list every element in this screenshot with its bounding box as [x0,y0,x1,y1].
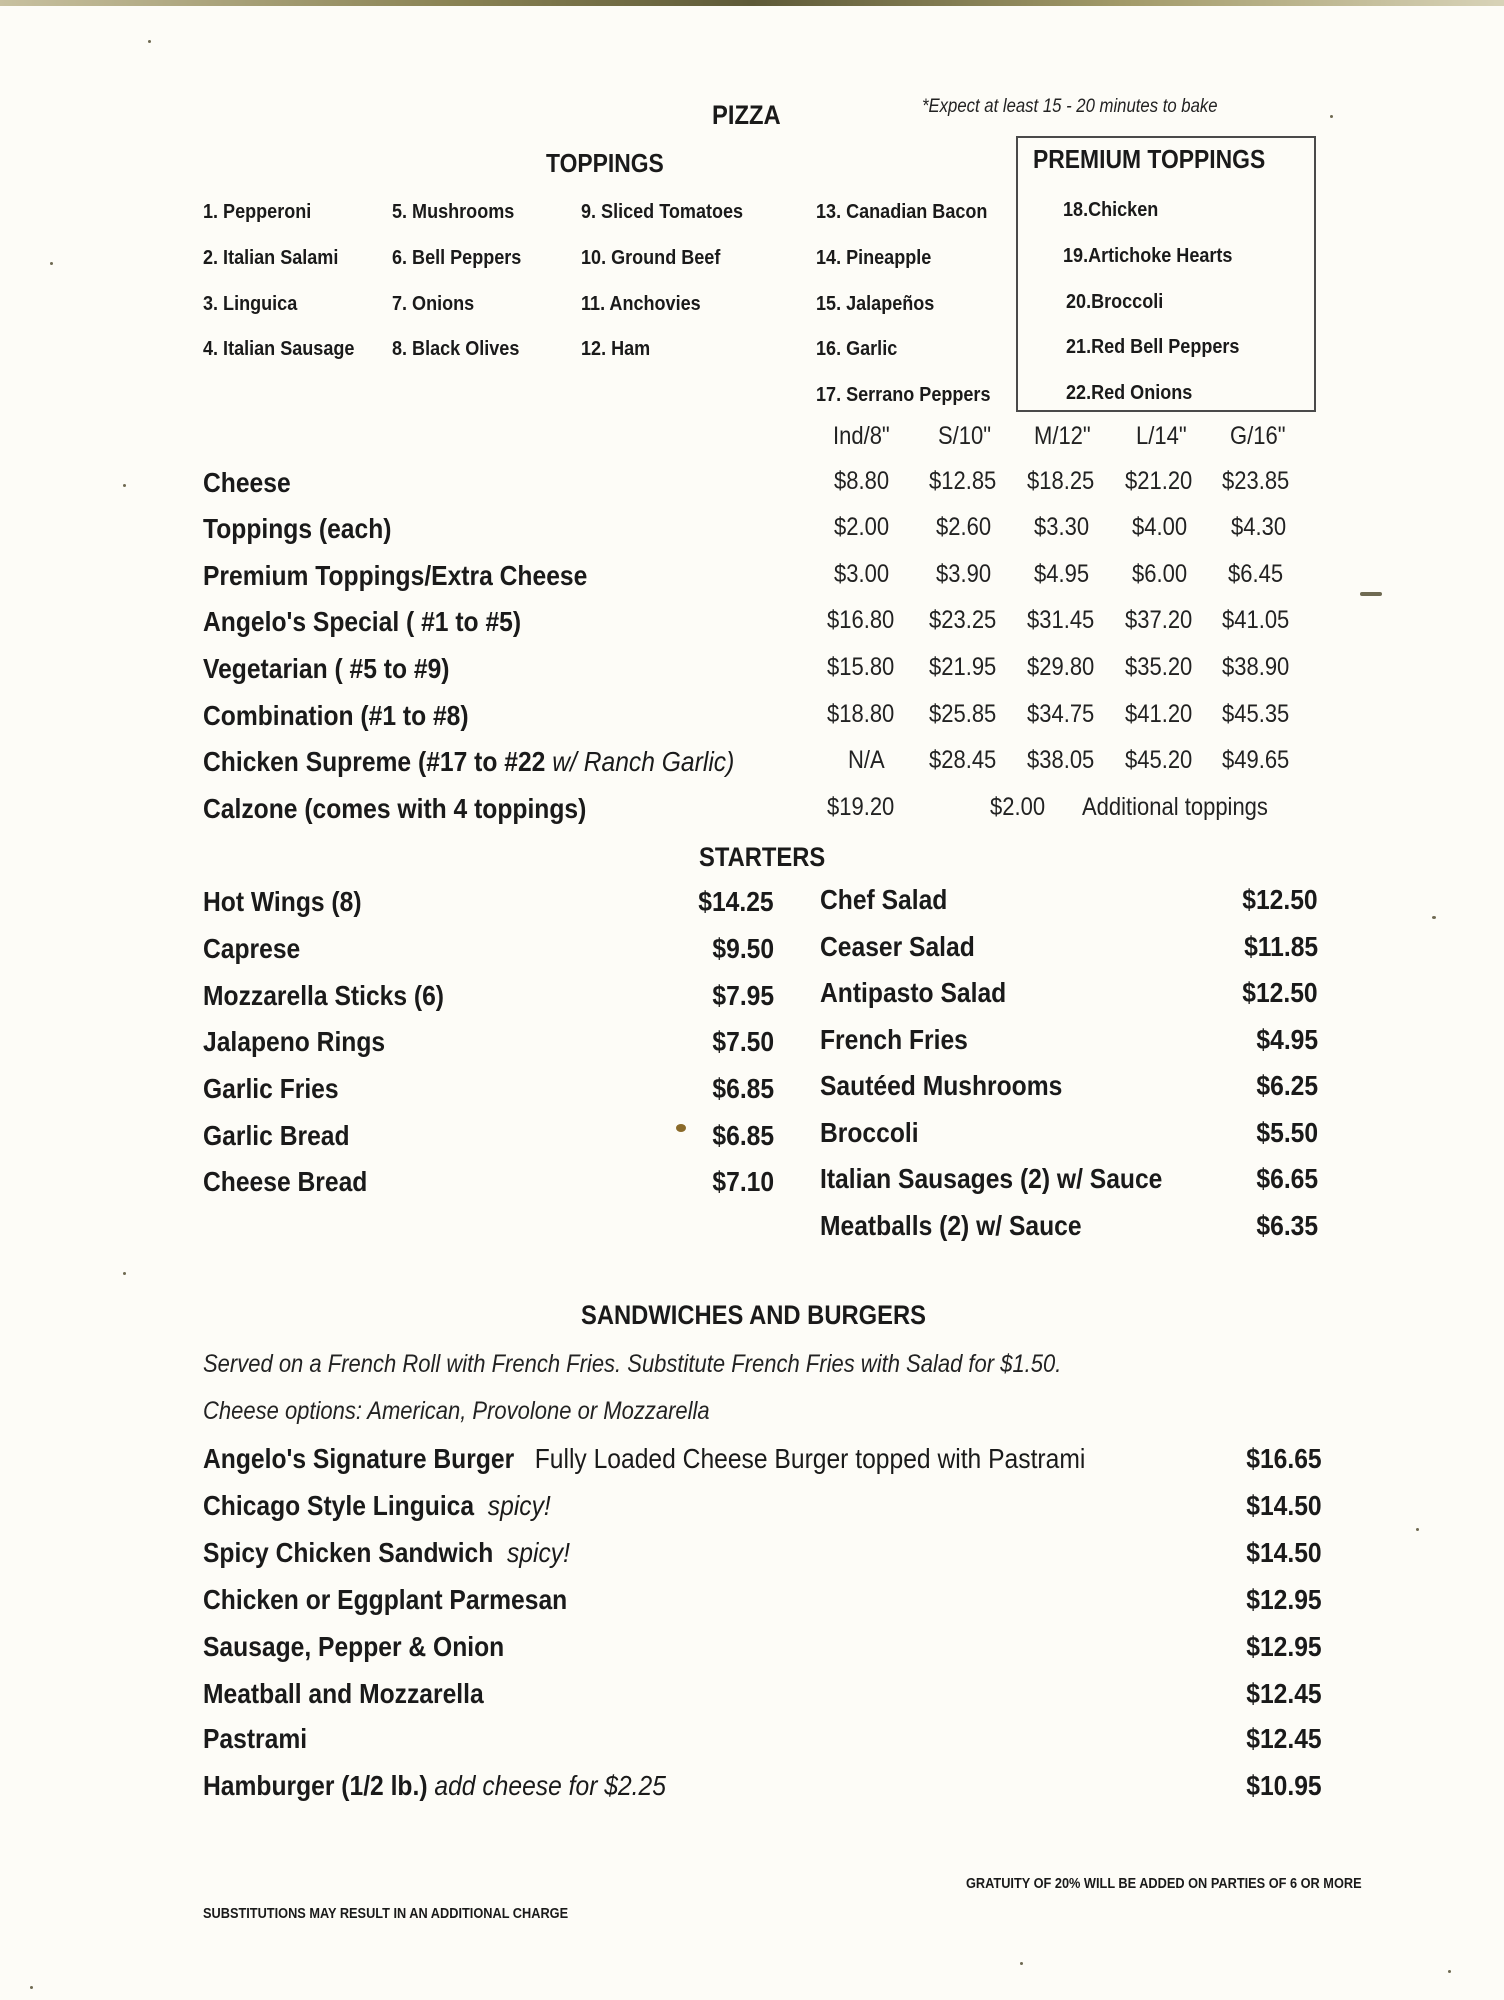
starter-name: Ceaser Salad [820,931,975,962]
price-cell: $6.45 [1228,560,1284,588]
topping-item: 4. Italian Sausage [203,337,355,360]
starters-heading: STARTERS [699,842,826,872]
starter-name: Chef Salad [820,884,948,915]
price-cell: $6.00 [1132,560,1188,588]
paper-speck [1330,115,1333,118]
sandwich-name: Meatball and Mozzarella [203,1678,484,1709]
price-cell: $45.35 [1222,700,1290,728]
price-cell: $3.00 [834,560,890,588]
price-cell: $4.30 [1231,513,1287,541]
price-cell: $25.85 [929,700,997,728]
price-cell: $23.85 [1222,467,1290,495]
starter-name: Italian Sausages (2) w/ Sauce [820,1163,1163,1194]
size-header: G/16" [1230,422,1286,450]
price-cell: $18.80 [827,700,895,728]
premium-topping-item: 18.Chicken [1063,198,1159,221]
paper-speck [676,1124,686,1132]
pizza-row-name: Toppings (each) [203,513,392,544]
calzone-additional-label: Additional toppings [1082,793,1268,821]
topping-item: 14. Pineapple [816,246,932,269]
paper-speck [1020,1962,1023,1965]
pizza-heading: PIZZA [712,100,781,130]
topping-item: 2. Italian Salami [203,246,339,269]
topping-item: 7. Onions [392,292,475,315]
pizza-row-note: w/ Ranch Garlic) [552,746,735,777]
starter-price: $11.85 [1243,931,1318,962]
cheese-options-note: Cheese options: American, Provolone or Mozzarella [203,1397,710,1425]
starter-name: Mozzarella Sticks (6) [203,980,445,1011]
sandwich-price: $14.50 [1246,1490,1322,1521]
toppings-heading: TOPPINGS [546,148,664,178]
price-cell: $21.20 [1125,467,1193,495]
starter-price: $6.85 [712,1120,774,1151]
calzone-additional-price: $2.00 [990,793,1046,821]
topping-item: 15. Jalapeños [816,292,935,315]
starter-name: Jalapeno Rings [203,1026,386,1057]
price-cell: $4.00 [1132,513,1188,541]
size-header: M/12" [1034,422,1091,450]
price-cell: $23.25 [929,606,997,634]
starter-name: Antipasto Salad [820,977,1007,1008]
price-cell: $38.05 [1027,746,1095,774]
starter-price: $6.25 [1256,1070,1318,1101]
pizza-row-name: Chicken Supreme (#17 to #22 w/ Ranch Garlic) [203,746,735,777]
starter-price: $7.50 [712,1026,774,1057]
calzone-price: $19.20 [827,793,895,821]
price-cell: $8.80 [834,467,890,495]
sandwich-name: Chicken or Eggplant Parmesan [203,1584,568,1615]
paper-speck [50,262,53,265]
price-cell: $3.30 [1034,513,1090,541]
bake-time-note: *Expect at least 15 - 20 minutes to bake [922,96,1218,117]
size-header: L/14" [1136,422,1187,450]
paper-speck [1448,1970,1451,1973]
topping-item: 16. Garlic [816,337,898,360]
price-cell: $31.45 [1027,606,1095,634]
topping-item: 17. Serrano Peppers [816,383,991,406]
starter-name: French Fries [820,1024,968,1055]
premium-toppings-box [1016,136,1316,412]
price-cell: $41.20 [1125,700,1193,728]
price-cell: $34.75 [1027,700,1095,728]
topping-item: 11. Anchovies [581,292,701,315]
paper-speck [148,40,151,43]
price-cell: $3.90 [936,560,992,588]
price-cell: $16.80 [827,606,895,634]
sandwich-note: spicy! [487,1490,551,1521]
sandwiches-heading: SANDWICHES AND BURGERS [581,1300,926,1330]
premium-topping-item: 20.Broccoli [1066,290,1164,313]
price-cell: $15.80 [827,653,895,681]
starter-price: $12.50 [1242,977,1318,1008]
starter-price: $14.25 [698,886,774,917]
starter-price: $4.95 [1256,1024,1318,1055]
price-cell: $21.95 [929,653,997,681]
starter-price: $9.50 [712,933,774,964]
price-cell: $41.05 [1222,606,1290,634]
starter-name: Broccoli [820,1117,919,1148]
price-cell: $38.90 [1222,653,1290,681]
top-edge-strip [0,0,1504,6]
starter-name: Hot Wings (8) [203,886,362,917]
paper-speck [30,1986,33,1989]
size-header: S/10" [938,422,992,450]
starter-price: $6.35 [1256,1210,1318,1241]
topping-item: 3. Linguica [203,292,298,315]
pizza-row-name: Angelo's Special ( #1 to #5) [203,606,522,637]
sandwich-price: $10.95 [1246,1770,1322,1801]
starter-price: $6.65 [1256,1163,1318,1194]
price-cell: $37.20 [1125,606,1193,634]
sandwich-note: spicy! [506,1537,570,1568]
topping-item: 9. Sliced Tomatoes [581,200,744,223]
sandwich-name: Sausage, Pepper & Onion [203,1631,505,1662]
price-cell: $18.25 [1027,467,1095,495]
starter-name: Sautéed Mushrooms [820,1070,1063,1101]
pizza-row-name: Premium Toppings/Extra Cheese [203,560,588,591]
starter-name: Caprese [203,933,301,964]
pizza-row-name: Combination (#1 to #8) [203,700,469,731]
price-cell: $12.85 [929,467,997,495]
paper-speck [1416,1528,1419,1531]
topping-item: 1. Pepperoni [203,200,312,223]
price-cell: $4.95 [1034,560,1090,588]
topping-item: 13. Canadian Bacon [816,200,988,223]
starter-price: $6.85 [712,1073,774,1104]
premium-toppings-heading: PREMIUM TOPPINGS [1033,144,1266,174]
topping-item: 8. Black Olives [392,337,520,360]
sandwich-price: $12.45 [1246,1723,1322,1754]
gratuity-note: GRATUITY OF 20% WILL BE ADDED ON PARTIES OF 6 OR MORE [966,1876,1362,1892]
substitutions-note: SUBSTITUTIONS MAY RESULT IN AN ADDITIONAL CHARGE [203,1906,569,1922]
starter-price: $12.50 [1242,884,1318,915]
paper-speck [1360,592,1382,596]
premium-topping-item: 19.Artichoke Hearts [1063,244,1233,267]
sandwich-name: Hamburger (1/2 lb.) add cheese for $2.25 [203,1770,666,1801]
pizza-row-name: Vegetarian ( #5 to #9) [203,653,450,684]
paper-speck [1432,916,1436,919]
sandwich-price: $12.95 [1246,1631,1322,1662]
premium-topping-item: 22.Red Onions [1066,381,1193,404]
topping-item: 12. Ham [581,337,651,360]
price-cell: $2.00 [834,513,890,541]
sandwich-name: Angelo's Signature Burger Fully Loaded Cheese Burger topped with Pastrami [203,1443,1086,1474]
starter-price: $7.95 [712,980,774,1011]
price-cell: $45.20 [1125,746,1193,774]
topping-item: 5. Mushrooms [392,200,515,223]
starter-name: Meatballs (2) w/ Sauce [820,1210,1082,1241]
calzone-name: Calzone (comes with 4 toppings) [203,793,587,824]
sandwich-name: Chicago Style Linguica spicy! [203,1490,551,1521]
starter-name: Garlic Fries [203,1073,339,1104]
starter-price: $5.50 [1256,1117,1318,1148]
paper-speck [123,1272,126,1275]
sandwich-description: Fully Loaded Cheese Burger topped with Pastrami [534,1443,1086,1474]
price-cell: $35.20 [1125,653,1193,681]
price-cell: $29.80 [1027,653,1095,681]
premium-topping-item: 21.Red Bell Peppers [1066,335,1240,358]
sandwich-price: $14.50 [1246,1537,1322,1568]
sandwich-note: add cheese for $2.25 [434,1770,666,1801]
starter-name: Cheese Bread [203,1166,368,1197]
price-cell: N/A [848,746,885,774]
sandwich-price: $12.45 [1246,1678,1322,1709]
pizza-row-name: Cheese [203,467,291,498]
starter-price: $7.10 [712,1166,774,1197]
topping-item: 6. Bell Peppers [392,246,522,269]
price-cell: $49.65 [1222,746,1290,774]
topping-item: 10. Ground Beef [581,246,721,269]
sandwich-name: Pastrami [203,1723,308,1754]
price-cell: $28.45 [929,746,997,774]
sandwich-price: $12.95 [1246,1584,1322,1615]
size-header: Ind/8" [833,422,890,450]
sandwich-price: $16.65 [1246,1443,1322,1474]
sandwiches-note: Served on a French Roll with French Fries. Substitute French Fries with Salad for $1.50. [203,1350,1062,1378]
starter-name: Garlic Bread [203,1120,350,1151]
paper-speck [123,484,126,487]
price-cell: $2.60 [936,513,992,541]
sandwich-name: Spicy Chicken Sandwich spicy! [203,1537,570,1568]
